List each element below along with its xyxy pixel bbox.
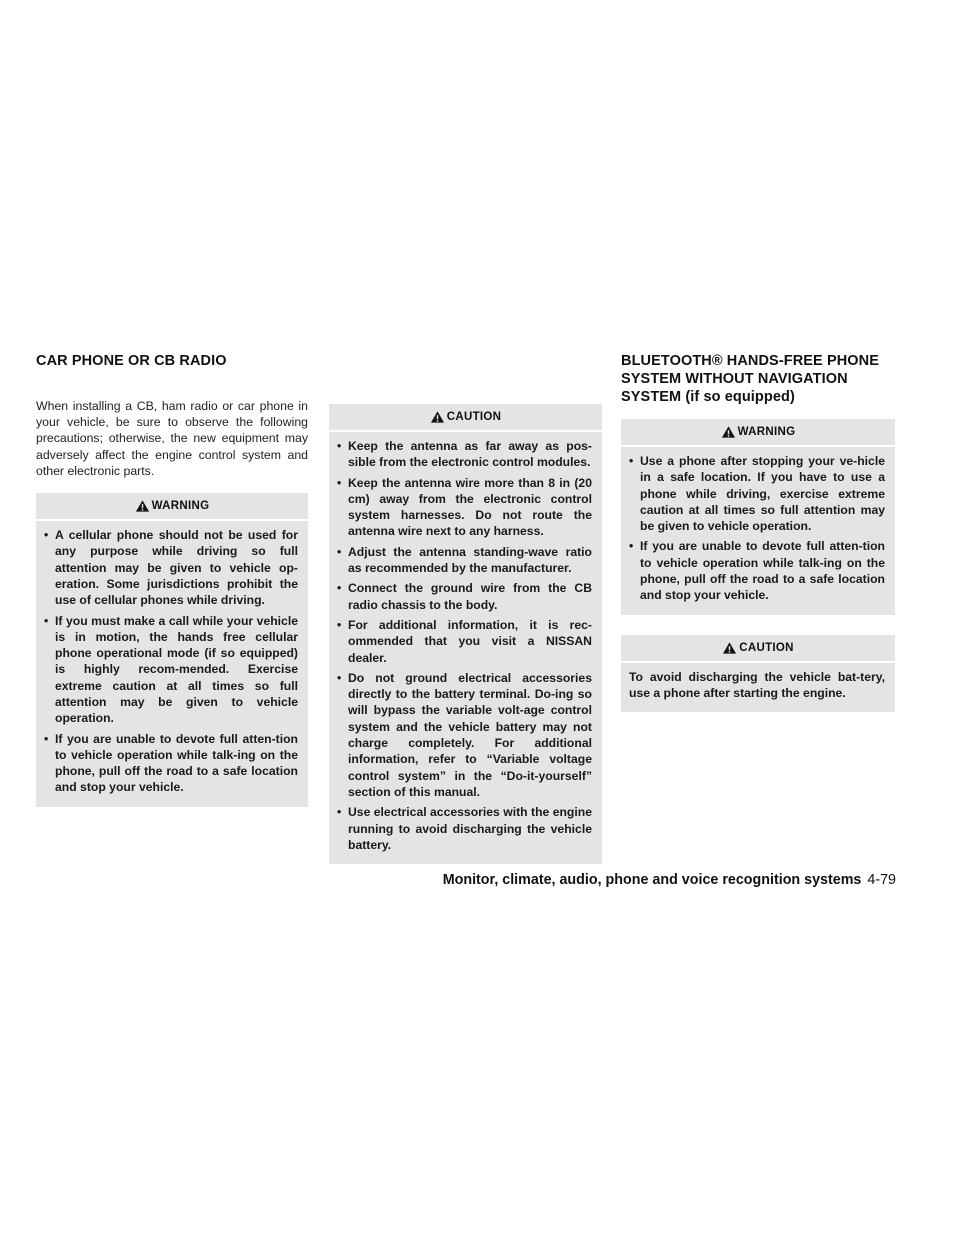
section-title-car-phone: CAR PHONE OR CB RADIO: [36, 353, 227, 369]
list-item-text: Use a phone after stopping your ve-hicle in a safe location. If you have to use a phone while driving, exercise extreme caution at all times so full attention may be given to vehicle operation.: [640, 454, 885, 534]
list-item-text: Do not ground electrical accessories directly to the battery terminal. Do-ing so will bypass the variable volt-age control system and the vehicle battery may not charge completely. For additional information, refer to “Variable voltage control system” in the “Do-it-yourself” section of this manual.: [348, 670, 592, 799]
list-item-text: Keep the antenna as far away as pos-sible from the electronic control modules.: [348, 439, 592, 470]
list-item-text: If you are unable to devote full atten-tion to vehicle operation while talk-ing on the phone, pull off the road to a safe location and stop your vehicle.: [640, 539, 885, 603]
caution-box: [621, 635, 895, 713]
list-item-text: Keep the antenna wire more than 8 in (20 cm) away from the electronic control system harnesses. Do not route the antenna wire next to any harness.: [348, 475, 592, 539]
list-item: [337, 438, 592, 471]
list-item: [337, 580, 592, 613]
bullet: •: [44, 528, 49, 543]
caution-box: [329, 404, 602, 864]
caution-header: [329, 404, 602, 430]
bullet: •: [337, 475, 342, 490]
caution-label: CAUTION: [446, 411, 502, 423]
bullet: •: [337, 670, 342, 685]
warning-icon: [722, 641, 737, 655]
title-line: SYSTEM WITHOUT NAVIGATION: [621, 371, 848, 387]
caution-text: To avoid discharging the vehicle bat-tery, use a phone after starting the engine.: [629, 669, 885, 700]
divider: [36, 519, 308, 521]
warning-label: WARNING: [737, 426, 796, 438]
divider: [621, 661, 895, 663]
divider: [329, 430, 602, 432]
list-item: [337, 544, 592, 577]
list-item: [337, 804, 592, 853]
list-item-text: If you must make a call while your vehicle is in motion, the hands free cellular phone operational mode (if so equipped) is highly recom-mended. Exercise extreme caution at all times so full attention may be given to vehicle operation.: [55, 613, 298, 726]
list-item: [337, 670, 592, 800]
bullet: •: [629, 454, 634, 468]
list-item: [44, 613, 298, 727]
list-item: [44, 731, 298, 796]
bullet: •: [44, 731, 49, 746]
caution-list: [329, 438, 602, 853]
column-left: [36, 352, 308, 807]
bullet: •: [337, 617, 342, 632]
bullet: •: [337, 544, 342, 559]
list-item-text: Use electrical accessories with the engine running to avoid discharging the vehicle battery.: [348, 805, 592, 852]
warning-icon: [135, 499, 150, 513]
bullet: •: [337, 805, 342, 820]
caution-header: [621, 635, 895, 661]
warning-icon: [721, 425, 736, 439]
list-item: [337, 617, 592, 666]
caution-label: CAUTION: [739, 641, 794, 654]
list-item-text: A cellular phone should not be used for any purpose while driving so full attention may be given to vehicle op-eration. Some jurisdictions prohibit the use of cellular phones while driving.: [55, 528, 298, 608]
warning-label: WARNING: [151, 500, 210, 513]
warning-box: [621, 419, 895, 615]
page-footer: [398, 872, 896, 888]
bullet: •: [44, 613, 49, 628]
section-title-bluetooth: [621, 352, 895, 406]
title-line: BLUETOOTH® HANDS-FREE PHONE: [621, 353, 880, 369]
divider: [621, 445, 895, 447]
list-item-text: Connect the ground wire from the CB radio chassis to the body.: [348, 581, 592, 612]
list-item-text: For additional information, it is rec-ommended that you visit a NISSAN dealer.: [348, 617, 592, 665]
column-right: [621, 352, 895, 712]
list-item: [44, 527, 298, 608]
warning-box: [36, 493, 308, 807]
bullet: •: [629, 539, 634, 554]
bullet: •: [337, 439, 342, 453]
warning-header: [621, 419, 895, 445]
footer-section-title: Monitor, climate, audio, phone and voice recognition systems: [442, 872, 862, 888]
list-item-text: Adjust the antenna standing-wave ratio as recommended by the manufacturer.: [348, 544, 592, 576]
warning-header: [36, 493, 308, 519]
title-line: SYSTEM (if so equipped): [621, 389, 795, 405]
column-middle: [329, 404, 602, 864]
warning-list: [621, 453, 895, 604]
list-item: [629, 453, 885, 534]
bullet: •: [337, 581, 342, 596]
list-item: [337, 475, 592, 540]
list-item: [629, 538, 885, 603]
intro-paragraph: When installing a CB, ham radio or car phone in your vehicle, be sure to observe the following precautions; otherwise, the new equipment may adversely affect the engine control system and other electronic parts.: [36, 399, 308, 478]
warning-list: [36, 527, 308, 796]
warning-icon: [430, 410, 445, 424]
page-number: 4-79: [867, 872, 896, 888]
list-item-text: If you are unable to devote full atten-tion to vehicle operation while talk-ing on the phone, pull off the road to a safe location and stop your vehicle.: [55, 731, 298, 795]
